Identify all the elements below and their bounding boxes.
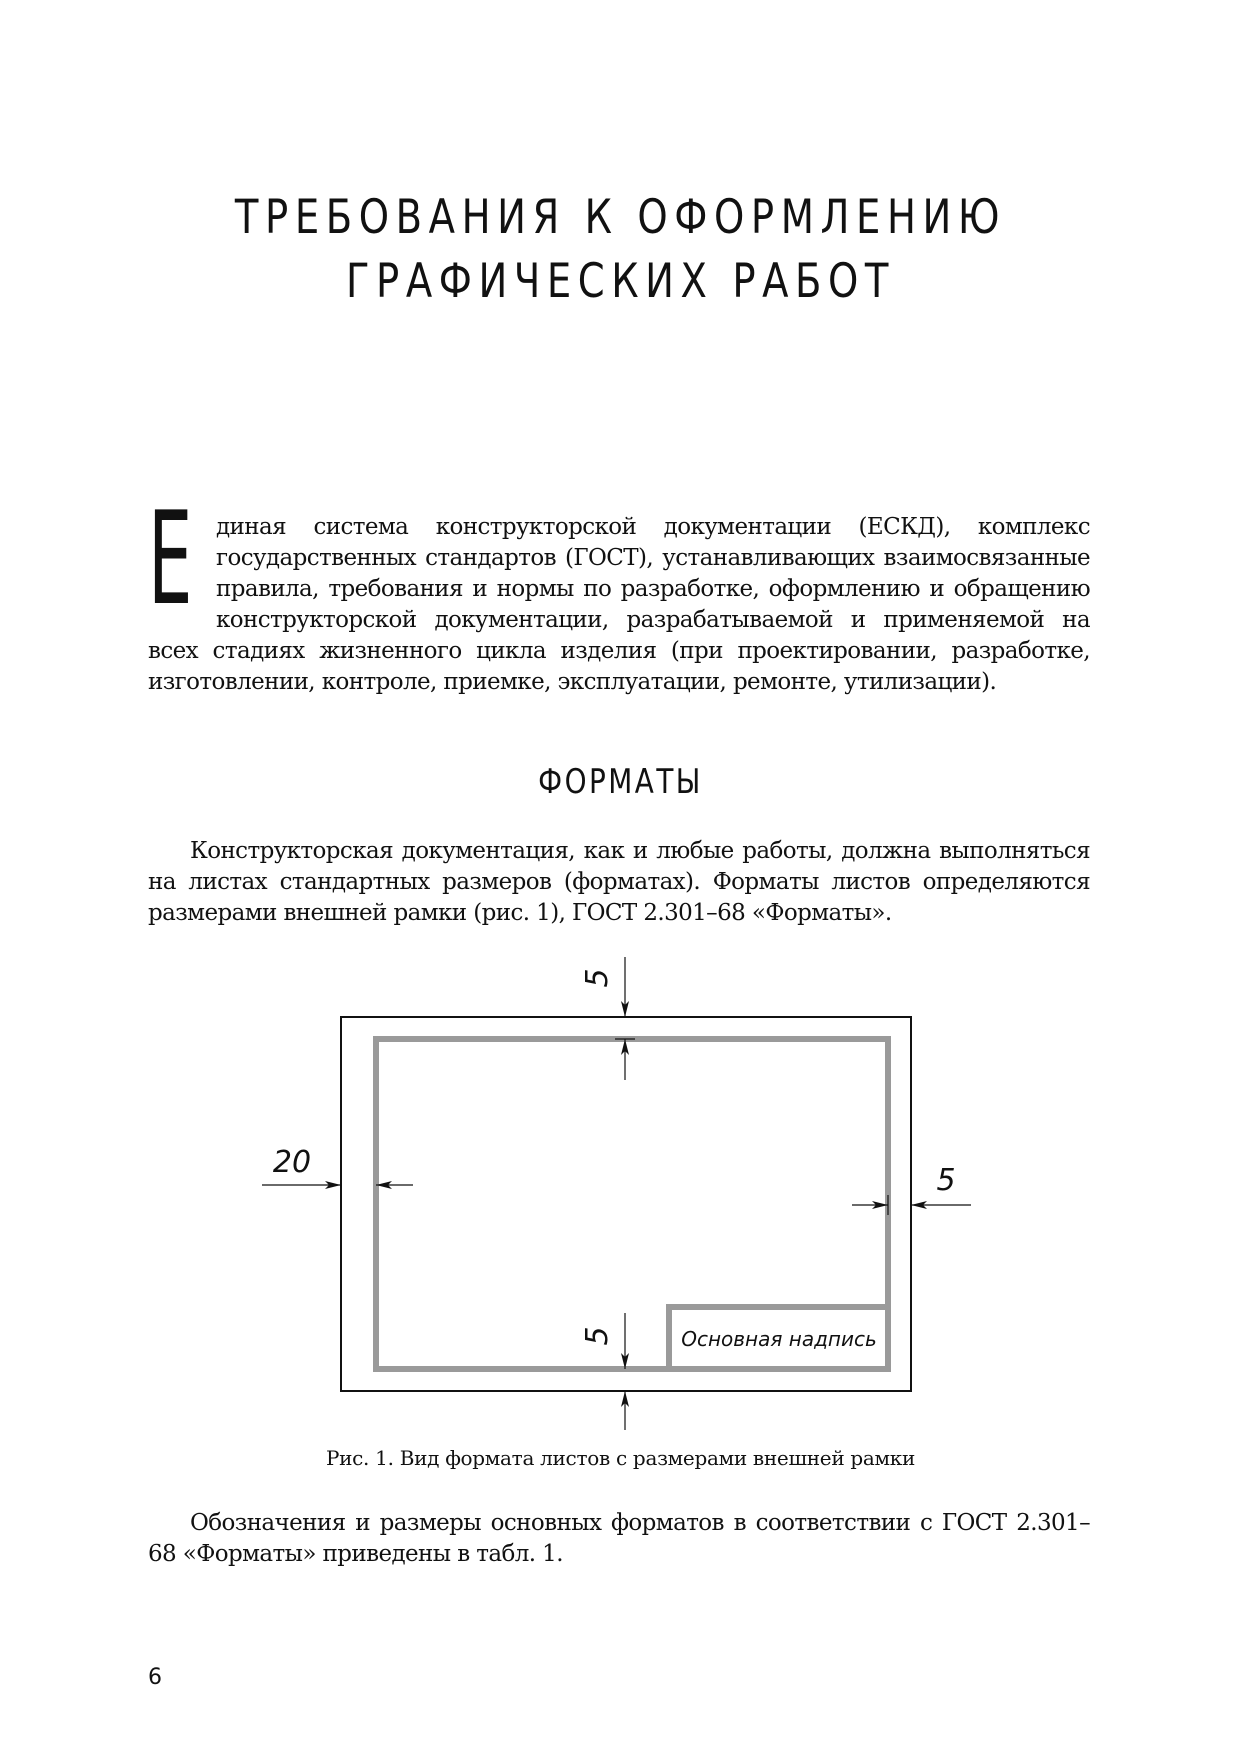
dim-bottom-label: 5	[580, 1326, 615, 1346]
title-block-label: Основная надпись	[681, 1327, 877, 1351]
dimension-left	[262, 1145, 413, 1185]
intro-text: диная система конструкторской документации (ЕСКД), комплекс государственных стандартов (ГОСТ), устанавливающих взаимосвязанные правила, требования и нормы по разработке, оформлению и обращению конструкторской документации, разрабатываемой и применяемой на всех стадиях жизненного цикла изделия (при проектировании, разработке, изготовлении, контроле, приемке, эксплуатации, ремонте, утилизации).	[148, 514, 1090, 695]
inner-frame	[376, 1039, 888, 1369]
dim-left-label: 20	[272, 1145, 312, 1180]
intro-paragraph	[148, 485, 1090, 698]
paragraph-formats: Конструкторская документация, как и любые работы, должна выполняться на листах стандартных размеров (форматах). Форматы листов определяются размерами внешней рамки (рис. 1), ГОСТ 2.301–68 «Форматы».	[148, 838, 1090, 926]
dim-right-label: 5	[936, 1163, 956, 1198]
chapter-title-line-2: ГРАФИЧЕСКИХ РАБОТ	[345, 254, 896, 309]
section-title: ФОРМАТЫ	[538, 762, 703, 802]
dimension-top	[580, 957, 635, 1080]
outer-frame	[341, 1017, 911, 1391]
drop-cap: Е	[148, 485, 193, 634]
page-number: 6	[148, 1665, 162, 1690]
dimension-right	[852, 1163, 971, 1215]
title-block	[669, 1307, 888, 1369]
paragraph-table-ref: Обозначения и размеры основных форматов в соответствии с ГОСТ 2.301–68 «Форматы» приведены в табл. 1.	[148, 1510, 1090, 1567]
dimension-bottom	[580, 1313, 625, 1430]
dim-top-label: 5	[580, 968, 615, 988]
figure-caption: Рис. 1. Вид формата листов с размерами внешней рамки	[325, 1446, 916, 1470]
chapter-title-line-1: ТРЕБОВАНИЯ К ОФОРМЛЕНИЮ	[234, 190, 1007, 245]
